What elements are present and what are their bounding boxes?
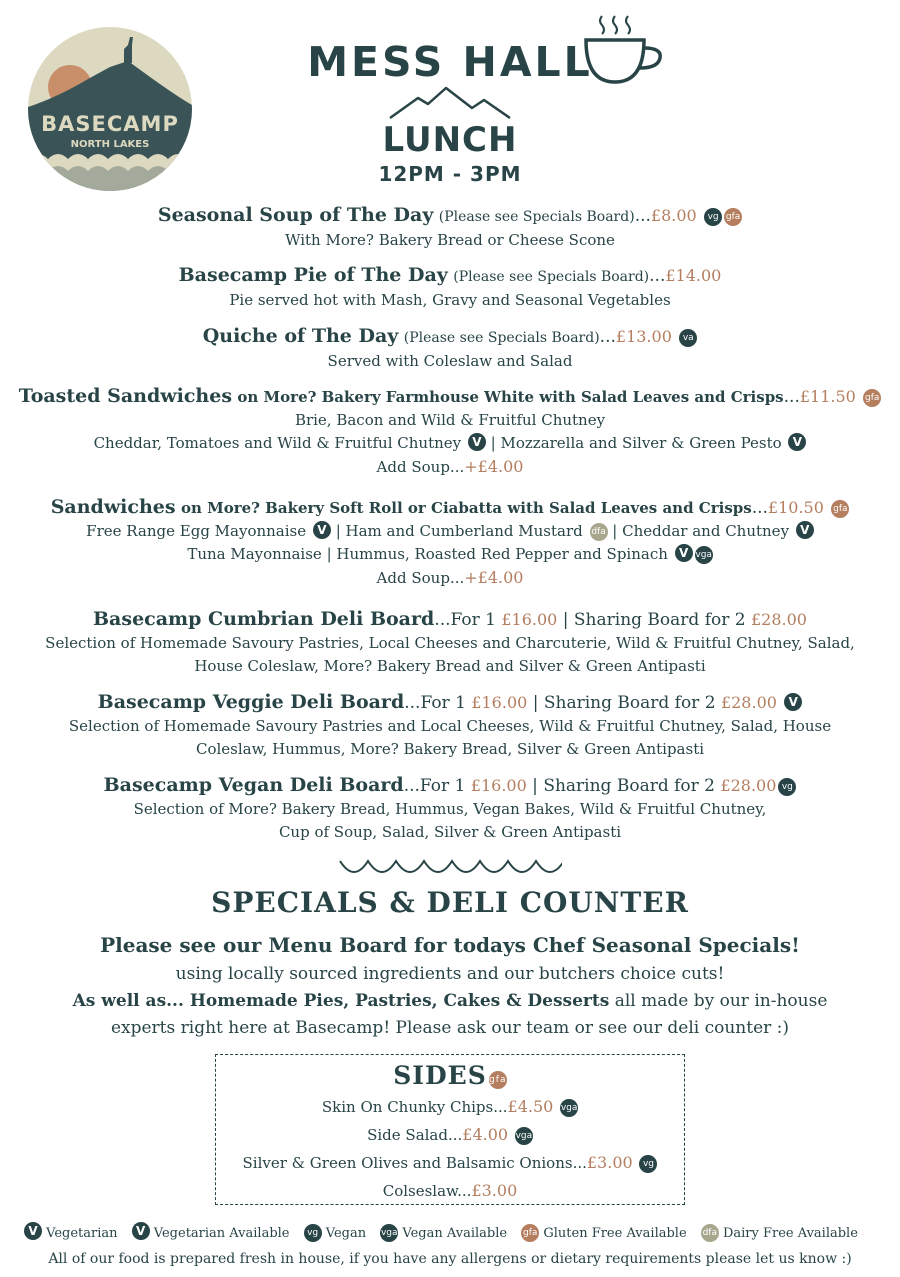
filling-line: Tuna Mayonnaise | Hummus, Roasted Red Pepper and Spinach V vga (187, 545, 712, 563)
vegan-available-badge: vga (380, 1224, 398, 1242)
vegetarian-badge: V (468, 433, 486, 451)
dots: ... (457, 1182, 472, 1200)
dots: ... (599, 327, 616, 347)
item-description: Selection of More? Bakery Bread, Hummus, Vegan Bakes, Wild & Fruitful Chutney, (133, 800, 767, 818)
legend-label: Vegetarian Available (153, 1226, 290, 1241)
dietary-legend (22, 1222, 892, 1245)
item-price: £8.00 (650, 206, 697, 225)
menu-item-vegan-deli-board: Basecamp Vegan Deli Board...For 1 £16.00 | Sharing Board for 2 £28.00 vg Selection of More? Bakery Bread, Hummus, Vegan Bakes, Wild & Fruitful Chutney, Cup of Soup, Salad, Silver & Green Antipasti (0, 773, 900, 843)
item-price: £28.00 (720, 776, 777, 795)
dots: ... (447, 1126, 463, 1144)
add-soup-line (0, 455, 900, 479)
logo-subtitle: NORTH LAKES (70, 139, 150, 150)
vegetarian-badge: V (24, 1222, 42, 1240)
item-description: Selection of Homemade Savoury Pastries and Local Cheeses, Wild & Fruitful Chutney, Salad, House (68, 717, 832, 735)
wave-divider (338, 857, 562, 883)
filling-line: Free Range Egg Mayonnaise V | Ham and Cumberland Mustard dfa | Cheddar and Chutney V (0, 520, 900, 543)
coffee-cup-icon (582, 12, 668, 86)
filling-line: Cheddar, Tomatoes and Wild & Fruitful Chutney V | Mozzarella and Silver & Green Pesto V (0, 432, 900, 455)
item-price: £16.00 (470, 776, 527, 795)
allergen-footer: All of our food is prepared fresh in house, if you have any allergens or dietary requirements please let us know :) (48, 1251, 852, 1267)
vegan-available-badge: vga (515, 1127, 533, 1145)
menu-item-pie (0, 263, 900, 324)
item-note: (Please see Specials Board) (438, 209, 635, 225)
specials-heading: SPECIALS & DELI COUNTER (211, 886, 689, 919)
item-description: With More? Bakery Bread or Cheese Scone (285, 231, 615, 249)
dairy-free-available-badge: dfa (701, 1224, 719, 1242)
legend-label: Vegan Available (402, 1226, 508, 1241)
meal-heading: LUNCH (382, 120, 518, 160)
gluten-free-available-badge: gfa (489, 1071, 507, 1089)
legend-item (130, 1226, 290, 1241)
dots: ... (434, 610, 451, 630)
item-description: Coleslaw, Hummus, More? Bakery Bread, Silver & Green Antipasti (195, 740, 705, 758)
gluten-free-available-badge: gfa (724, 208, 742, 226)
add-soup-label: Add Soup (376, 569, 450, 587)
item-price: £11.50 (799, 387, 856, 406)
legend-label: Gluten Free Available (543, 1226, 687, 1241)
vegan-badge: vg (704, 208, 722, 226)
specials-line: Please see our Menu Board for todays Chef Seasonal Specials! (100, 933, 800, 957)
vegan-available-badge: vga (560, 1099, 578, 1117)
item-description: Cup of Soup, Salad, Silver & Green Antipasti (278, 823, 622, 841)
specials-highlight: As well as... Homemade Pies, Pastries, Cakes & Desserts (72, 991, 610, 1011)
portion-label: Sharing Board for 2 (543, 693, 716, 713)
menu-item-toasted-sandwiches (0, 384, 900, 495)
filling: Cheddar, Tomatoes and Wild & Fruitful Chutney (93, 434, 462, 452)
vegetarian-available-badge: V (132, 1222, 150, 1240)
dots: ... (634, 206, 651, 226)
dots: ... (649, 266, 666, 286)
dairy-free-available-badge: dfa (590, 523, 608, 541)
dots: ... (572, 1154, 587, 1172)
side-price: £3.00 (471, 1181, 518, 1200)
side-item (216, 1177, 684, 1205)
sides-heading (216, 1059, 684, 1093)
vegetarian-badge: V (313, 521, 331, 539)
side-item (216, 1121, 684, 1149)
item-name: Basecamp Vegan Deli Board (103, 774, 404, 796)
item-name: Quiche of The Day (202, 325, 399, 347)
legend-item (519, 1226, 686, 1241)
side-price: £3.00 (586, 1153, 633, 1172)
vegan-badge: vg (304, 1224, 322, 1242)
item-description: House Coleslaw, More? Bakery Bread and Silver & Green Antipasti (194, 657, 706, 675)
portion-label: Sharing Board for 2 (573, 610, 746, 630)
item-name: Toasted Sandwiches (18, 385, 233, 407)
item-description: Pie served hot with Mash, Gravy and Seasonal Vegetables (229, 291, 671, 309)
logo-name: BASECAMP (41, 112, 179, 136)
item-price: £16.00 (501, 610, 558, 629)
menu-item-quiche (0, 324, 900, 384)
dots: ... (783, 387, 800, 407)
side-item (216, 1149, 684, 1177)
item-price: £14.00 (665, 266, 722, 285)
gluten-free-available-badge: gfa (831, 500, 849, 518)
sides-box (215, 1054, 685, 1205)
item-name: Basecamp Cumbrian Deli Board (93, 608, 435, 630)
item-name: Basecamp Veggie Deli Board (97, 691, 405, 713)
menu-item-soup (0, 203, 900, 263)
side-name: Side Salad (367, 1126, 448, 1144)
gluten-free-available-badge: gfa (863, 389, 881, 407)
legend-label: Vegetarian (46, 1226, 118, 1241)
item-subtitle: on More? Bakery Soft Roll or Ciabatta with Salad Leaves and Crisps (180, 499, 752, 517)
vegan-badge: vg (639, 1155, 657, 1173)
menu-item-veggie-deli-board: Basecamp Veggie Deli Board...For 1 £16.00 | Sharing Board for 2 £28.00 V Selection of Homemade Savoury Pastries and Local Cheeses, Wild & Fruitful Chutney, Salad, House Coleslaw, Hummus, More? Bakery Bread, Silver & Green Antipasti (0, 690, 900, 773)
portion-label: For 1 (419, 776, 466, 796)
service-hours: 12PM - 3PM (378, 162, 522, 186)
item-note: (Please see Specials Board) (453, 269, 650, 285)
lunch-menu (0, 203, 900, 843)
side-price: £4.50 (507, 1097, 554, 1116)
page-title: MESS HALL (307, 38, 593, 86)
side-name: Skin On Chunky Chips (321, 1098, 494, 1116)
vegetarian-available-badge: va (679, 329, 697, 347)
vegetarian-badge: V (788, 433, 806, 451)
filling: Tuna Mayonnaise (187, 545, 322, 563)
item-description: Served with Coleslaw and Salad (327, 352, 573, 370)
filling: Mozzarella and Silver & Green Pesto (500, 434, 782, 452)
item-price: £10.50 (767, 498, 824, 517)
filling: Free Range Egg Mayonnaise (86, 522, 307, 540)
item-subtitle: on More? Bakery Farmhouse White with Salad Leaves and Crisps (237, 388, 784, 406)
item-name: Sandwiches (50, 496, 176, 518)
menu-item-cumbrian-deli-board: Basecamp Cumbrian Deli Board...For 1 £16.00 | Sharing Board for 2 £28.00 Selection of Homemade Savoury Pastries, Local Cheeses and Charcuterie, Wild & Fruitful Chutney, Salad, House Coleslaw, More? Bakery Bread and Silver & Green Antipasti (0, 607, 900, 690)
side-price: £4.00 (462, 1125, 509, 1144)
vegetarian-badge: V (675, 544, 693, 562)
sides-title: SIDES (393, 1061, 487, 1090)
specials-line: using locally sourced ingredients and our butchers choice cuts! (175, 964, 725, 984)
legend-label: Vegan (325, 1226, 367, 1241)
vegetarian-badge: V (784, 693, 802, 711)
item-price: £13.00 (615, 327, 672, 346)
vegan-badge: vg (778, 778, 796, 796)
filling: Cheddar and Chutney (622, 522, 790, 540)
legend-label: Dairy Free Available (722, 1226, 858, 1241)
item-price: £28.00 (751, 610, 807, 629)
legend-item (302, 1226, 366, 1241)
filling: Hummus, Roasted Red Pepper and Spinach (336, 545, 668, 563)
item-name: Basecamp Pie of The Day (178, 264, 448, 286)
portion-label: Sharing Board for 2 (543, 776, 715, 796)
filling-line: Brie, Bacon and Wild & Fruitful Chutney (294, 411, 606, 429)
dots: ... (449, 458, 465, 476)
dots: ... (403, 776, 420, 796)
legend-item (378, 1226, 507, 1241)
add-soup-label: Add Soup (376, 458, 450, 476)
specials-line: experts right here at Basecamp! Please ask our team or see our deli counter :) (110, 1018, 790, 1038)
side-item (216, 1093, 684, 1121)
dots: ... (404, 693, 421, 713)
specials-text (0, 930, 900, 1042)
add-soup-price: +£4.00 (464, 568, 524, 587)
item-note: (Please see Specials Board) (403, 330, 600, 346)
dots: ... (493, 1098, 508, 1116)
vegetarian-badge: V (796, 521, 814, 539)
side-name: Silver & Green Olives and Balsamic Onions (242, 1154, 573, 1172)
item-description: Selection of Homemade Savoury Pastries, Local Cheeses and Charcuterie, Wild & Fruitful Chutney, Salad, (45, 634, 855, 652)
menu-item-sandwiches (0, 495, 900, 607)
specials-line (0, 988, 900, 1015)
portion-label: For 1 (420, 693, 466, 713)
item-name: Seasonal Soup of The Day (157, 204, 434, 226)
dots: ... (449, 569, 465, 587)
dots: ... (751, 498, 768, 518)
vegan-available-badge: vga (695, 546, 713, 564)
side-name: Colseslaw (382, 1182, 458, 1200)
legend-item (699, 1226, 858, 1241)
item-price: £16.00 (471, 693, 528, 712)
filling: Ham and Cumberland Mustard (345, 522, 583, 540)
add-soup-price: +£4.00 (464, 457, 524, 476)
item-price: £28.00 (720, 693, 777, 712)
add-soup-line (0, 566, 900, 590)
mountain-icon (388, 84, 512, 120)
portion-label: For 1 (450, 610, 496, 630)
specials-text-rest: all made by our in-house (614, 991, 828, 1011)
legend-item (22, 1226, 118, 1241)
gluten-free-available-badge: gfa (521, 1224, 539, 1242)
